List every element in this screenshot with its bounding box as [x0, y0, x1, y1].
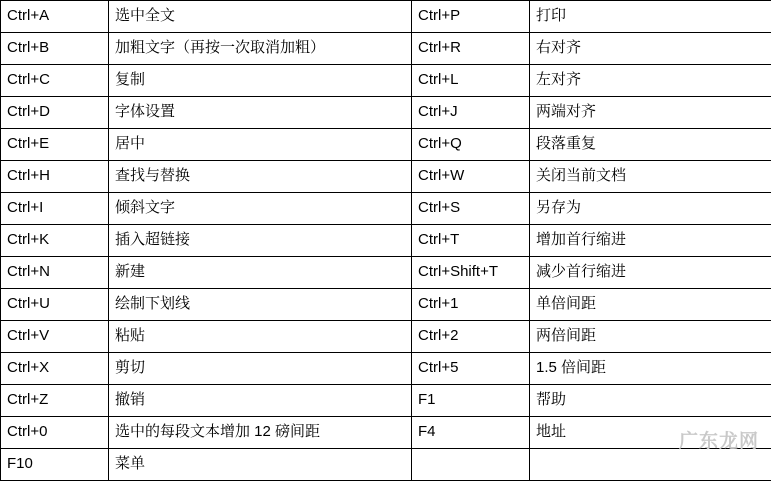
table-body [1, 1, 771, 481]
shortcut-key: Ctrl+U [1, 289, 109, 321]
shortcut-description: 复制 [109, 65, 412, 97]
table-row [1, 193, 771, 225]
shortcut-key-2: Ctrl+Q [412, 129, 530, 161]
shortcut-key: Ctrl+H [1, 161, 109, 193]
shortcut-description-2: 左对齐 [530, 65, 771, 97]
shortcut-key-2: Ctrl+S [412, 193, 530, 225]
shortcut-description: 查找与替换 [109, 161, 412, 193]
shortcut-key-2: Ctrl+Shift+T [412, 257, 530, 289]
shortcut-description: 新建 [109, 257, 412, 289]
shortcut-description-2: 打印 [530, 1, 771, 33]
table-row [1, 449, 771, 481]
shortcut-key-2: F4 [412, 417, 530, 449]
shortcut-key-2: Ctrl+2 [412, 321, 530, 353]
table-row [1, 33, 771, 65]
shortcut-description-2: 另存为 [530, 193, 771, 225]
shortcut-description-2: 两倍间距 [530, 321, 771, 353]
table-row [1, 417, 771, 449]
shortcut-description: 居中 [109, 129, 412, 161]
shortcut-description: 加粗文字（再按一次取消加粗） [109, 33, 412, 65]
shortcut-description-2: 右对齐 [530, 33, 771, 65]
shortcut-key: Ctrl+I [1, 193, 109, 225]
shortcut-description: 撤销 [109, 385, 412, 417]
shortcut-description: 倾斜文字 [109, 193, 412, 225]
table-row [1, 1, 771, 33]
shortcut-description: 绘制下划线 [109, 289, 412, 321]
shortcut-key-2: Ctrl+P [412, 1, 530, 33]
table-row [1, 321, 771, 353]
shortcut-description: 粘贴 [109, 321, 412, 353]
table-row [1, 129, 771, 161]
shortcut-key-2: Ctrl+R [412, 33, 530, 65]
shortcut-key: Ctrl+Z [1, 385, 109, 417]
shortcut-description: 选中全文 [109, 1, 412, 33]
shortcut-key-2: Ctrl+L [412, 65, 530, 97]
shortcut-key-2 [412, 449, 530, 481]
table-row [1, 65, 771, 97]
shortcut-description-2: 单倍间距 [530, 289, 771, 321]
shortcut-description-2: 增加首行缩进 [530, 225, 771, 257]
shortcut-key: Ctrl+K [1, 225, 109, 257]
shortcut-key: F10 [1, 449, 109, 481]
watermark: 广东龙网 [679, 426, 759, 453]
shortcut-description: 字体设置 [109, 97, 412, 129]
shortcut-description-2: 关闭当前文档 [530, 161, 771, 193]
shortcut-description: 选中的每段文本增加 12 磅间距 [109, 417, 412, 449]
table-row [1, 161, 771, 193]
shortcut-description-2: 减少首行缩进 [530, 257, 771, 289]
shortcut-key: Ctrl+B [1, 33, 109, 65]
shortcut-key-2: Ctrl+J [412, 97, 530, 129]
shortcut-description: 剪切 [109, 353, 412, 385]
table-row [1, 289, 771, 321]
shortcut-key: Ctrl+V [1, 321, 109, 353]
shortcut-key: Ctrl+0 [1, 417, 109, 449]
shortcut-key-2: F1 [412, 385, 530, 417]
table-row [1, 225, 771, 257]
table-row [1, 97, 771, 129]
shortcut-key-2: Ctrl+T [412, 225, 530, 257]
shortcut-key: Ctrl+X [1, 353, 109, 385]
shortcut-description-2 [530, 449, 771, 481]
table-row [1, 257, 771, 289]
shortcut-description: 菜单 [109, 449, 412, 481]
shortcut-key-2: Ctrl+5 [412, 353, 530, 385]
shortcut-key-2: Ctrl+W [412, 161, 530, 193]
table-row [1, 385, 771, 417]
shortcut-key: Ctrl+A [1, 1, 109, 33]
shortcut-description-2: 段落重复 [530, 129, 771, 161]
shortcut-description-2: 两端对齐 [530, 97, 771, 129]
shortcut-key: Ctrl+C [1, 65, 109, 97]
shortcut-description-2: 帮助 [530, 385, 771, 417]
table-row [1, 353, 771, 385]
shortcut-description-2: 1.5 倍间距 [530, 353, 771, 385]
shortcut-key: Ctrl+N [1, 257, 109, 289]
shortcut-key: Ctrl+D [1, 97, 109, 129]
shortcut-key: Ctrl+E [1, 129, 109, 161]
shortcut-description: 插入超链接 [109, 225, 412, 257]
shortcut-key-2: Ctrl+1 [412, 289, 530, 321]
shortcut-description-2: 地址 [530, 417, 771, 449]
